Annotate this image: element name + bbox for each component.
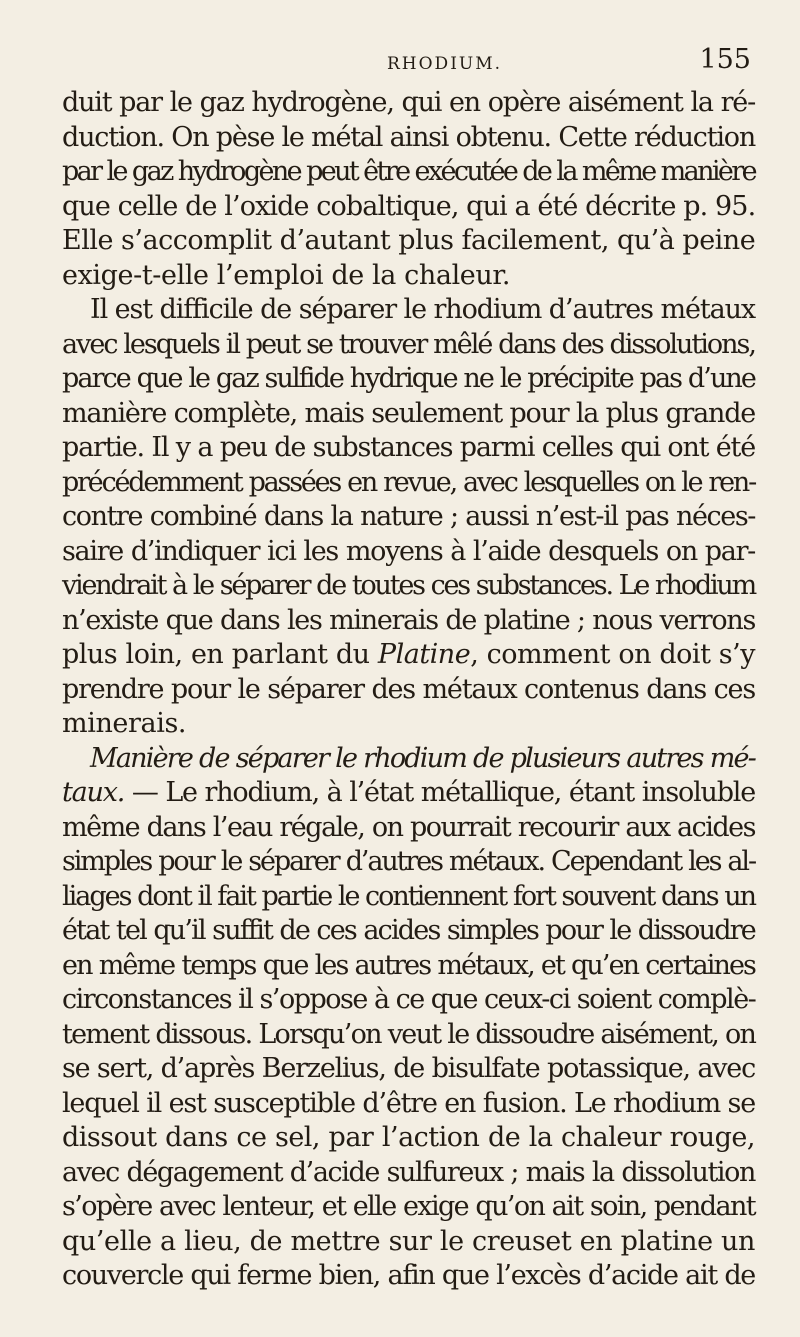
- text-line: dissout dans ce sel, par l’action de la chaleur rouge,: [62, 1122, 755, 1153]
- text-line: avec lesquels il peut se trouver mêlé dans des dissolutions,: [62, 328, 755, 360]
- text-line: couvercle qui ferme bien, afin que l’excès d’acide ait de: [62, 1260, 755, 1291]
- section-heading: taux.: [62, 777, 125, 808]
- text-line: qu’elle a lieu, de mettre sur le creuset en platine un: [62, 1225, 755, 1257]
- text-line: simples pour le séparer d’autres métaux. Cependant les al-: [62, 846, 755, 877]
- text-line: viendrait à le séparer de toutes ces substances. Le rhodium: [62, 570, 755, 601]
- text-line: lequel il est susceptible d’être en fusion. Le rhodium se: [62, 1087, 755, 1119]
- text-line: exige-t-elle l’emploi de la chaleur.: [62, 259, 511, 291]
- section-heading: Manière de séparer le rhodium de plusieurs autres mé-: [90, 742, 755, 774]
- text-line: minerais.: [62, 708, 187, 739]
- text-line: précédemment passées en revue, avec lesquelles on le ren-: [62, 466, 755, 498]
- text-line: saire d’indiquer ici les moyens à l’aide desquels on par-: [62, 535, 755, 567]
- text-line: contre combiné dans la nature ; aussi n’est-il pas néces-: [62, 501, 755, 532]
- text-line: taux. — Le rhodium, à l’état métallique, étant insoluble: [62, 777, 755, 808]
- text-line: tement dissous. Lorsqu’on veut le dissoudre aisément, on: [62, 1018, 756, 1050]
- italic-text: Platine: [377, 639, 471, 670]
- text-line: Il est difficile de séparer le rhodium d’autres métaux: [90, 294, 755, 325]
- text-line: circonstances il s’oppose à ce que ceux-ci soient complè-: [62, 984, 756, 1015]
- text-line: par le gaz hydrogène peut être exécutée de la même manière: [62, 156, 755, 187]
- text-line: même dans l’eau régale, on pourrait recourir aux acides: [62, 811, 755, 843]
- text-line: se sert, d’après Berzelius, de bisulfate potassique, avec: [62, 1053, 755, 1084]
- text-line: prendre pour le séparer des métaux contenus dans ces: [62, 673, 755, 705]
- body-text: [62, 86, 755, 1294]
- text-line: duction. On pèse le métal ainsi obtenu. Cette réduction: [62, 121, 756, 153]
- text-line: plus loin, en parlant du Platine, comment on doit s’y: [62, 639, 755, 670]
- text-line: s’opère avec lenteur, et elle exige qu’on ait soin, pendant: [62, 1191, 755, 1222]
- running-head: RHODIUM.: [387, 54, 503, 74]
- text-line: que celle de l’oxide cobaltique, qui a été décrite p. 95.: [62, 190, 756, 222]
- text-line: parce que le gaz sulfide hydrique ne le précipite pas d’une: [62, 363, 755, 394]
- text-line: avec dégagement d’acide sulfureux ; mais la dissolution: [62, 1156, 755, 1188]
- text-line: n’existe que dans les minerais de platine ; nous verrons: [62, 604, 755, 636]
- section-heading-line: [62, 742, 755, 777]
- text-line: partie. Il y a peu de substances parmi celles qui ont été: [62, 432, 755, 463]
- page-header: [62, 40, 755, 84]
- page-number: 155: [699, 44, 751, 75]
- text-line: en même temps que les autres métaux, et qu’en certaines: [62, 949, 755, 981]
- text-line: liages dont il fait partie le contiennent fort souvent dans un: [62, 880, 755, 912]
- text-line: duit par le gaz hydrogène, qui en opère aisément la ré-: [62, 87, 755, 118]
- text-line: état tel qu’il suffit de ces acides simples pour le dissoudre: [62, 915, 755, 946]
- text-line: Elle s’accomplit d’autant plus facilement, qu’à peine: [62, 225, 756, 256]
- text-line: manière complète, mais seulement pour la plus grande: [62, 397, 756, 429]
